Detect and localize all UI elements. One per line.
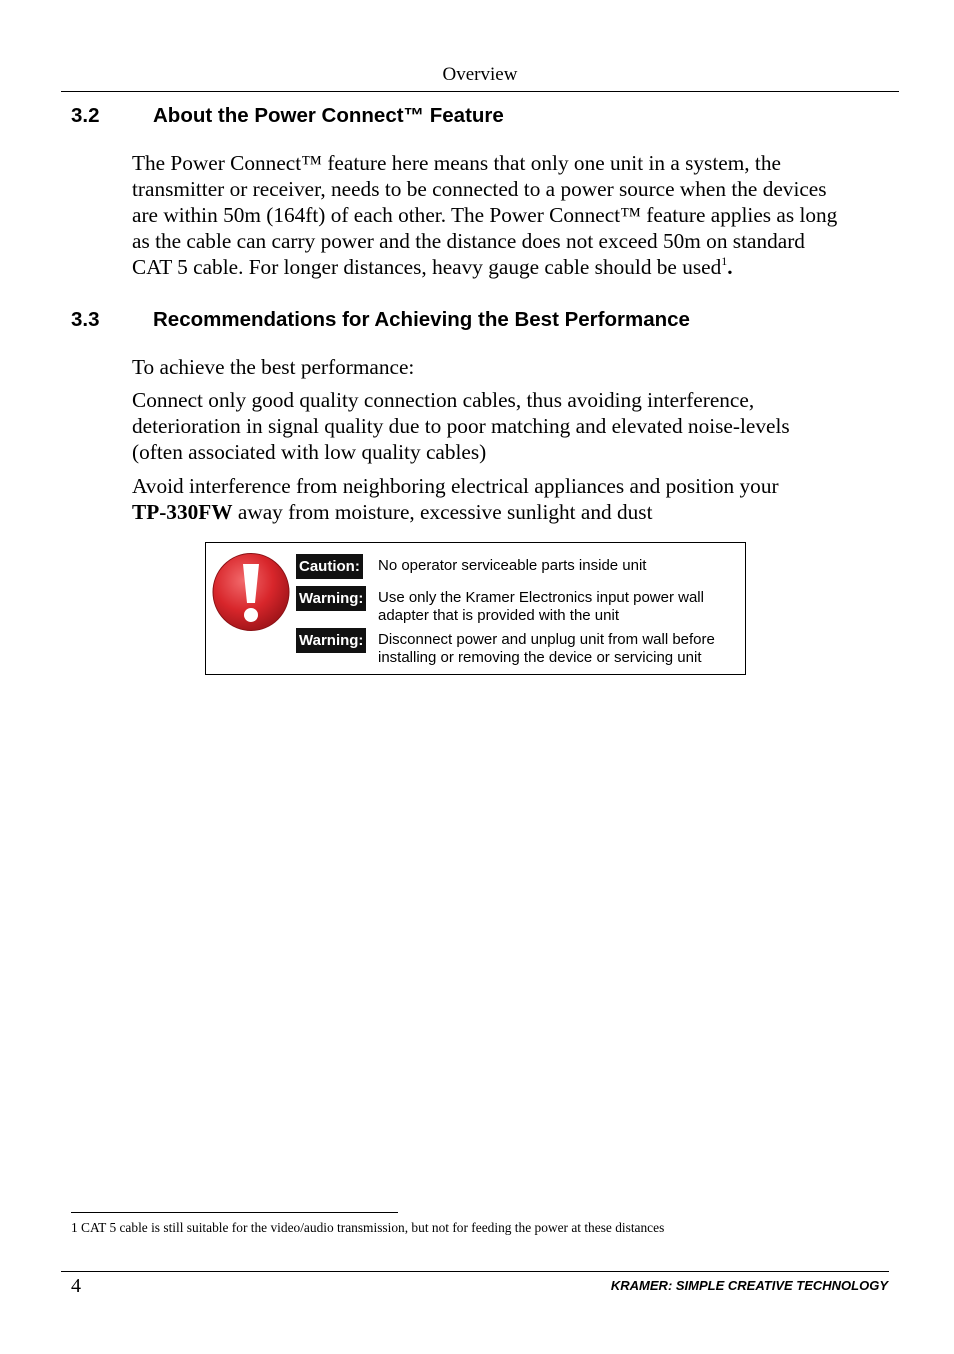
header-rule (61, 91, 899, 92)
warning-text (378, 589, 704, 625)
warning-label: Warning: (296, 586, 366, 611)
section-3-2-body (132, 150, 892, 280)
paragraph-line: as the cable can carry power and the distance does not exceed 50m on standard (132, 229, 805, 253)
section-number: 3.2 (71, 104, 100, 127)
exclamation-icon (212, 552, 290, 632)
warning-line: installing or removing the device or servicing unit (378, 649, 702, 666)
section-3-3-para1 (132, 387, 892, 465)
page-number: 4 (71, 1275, 81, 1297)
footnote-ref[interactable]: 1 (721, 254, 728, 268)
warning-line: No operator serviceable parts inside unit (378, 557, 647, 574)
warning-text (378, 631, 715, 667)
warning-label: Warning: (296, 628, 366, 653)
section-3-3-para2 (132, 473, 892, 525)
product-name: TP-330FW (132, 500, 233, 524)
paragraph-line (132, 499, 892, 525)
paragraph-line: deterioration in signal quality due to poor matching and elevated noise-levels (132, 414, 790, 438)
section-heading-3-3 (71, 308, 690, 332)
footer-rule (61, 1271, 889, 1272)
footer-brand: KRAMER: SIMPLE CREATIVE TECHNOLOGY (610, 1278, 888, 1293)
warning-line: Disconnect power and unplug unit from wall before (378, 631, 715, 648)
paragraph-line: transmitter or receiver, needs to be connected to a power source when the devices (132, 177, 827, 201)
section-number: 3.3 (71, 308, 100, 331)
warning-line: Use only the Kramer Electronics input power wall (378, 589, 704, 606)
footnote: 1 CAT 5 cable is still suitable for the video/audio transmission, but not for feeding the power at these distances (71, 1220, 665, 1235)
section-title: About the Power Connect™ Feature (153, 104, 504, 127)
running-header: Overview (442, 64, 518, 85)
paragraph-text: away from moisture, excessive sunlight and dust (232, 500, 653, 524)
paragraph-line-last (132, 254, 892, 280)
paragraph-line: are within 50m (164ft) of each other. The Power Connect™ feature applies as long (132, 203, 838, 227)
paragraph-line: The Power Connect™ feature here means that only one unit in a system, the (132, 151, 781, 175)
paragraph-line: Avoid interference from neighboring electrical appliances and position your (132, 474, 779, 498)
section-heading-3-2 (71, 104, 504, 128)
warning-line: adapter that is provided with the unit (378, 607, 619, 624)
caution-text (378, 557, 646, 575)
section-3-3-intro (132, 354, 892, 380)
warning-box (205, 542, 746, 675)
section-title: Recommendations for Achieving the Best Performance (153, 308, 690, 331)
footnote-separator (71, 1212, 398, 1213)
paragraph-line: (often associated with low quality cables) (132, 440, 487, 464)
end-mark: . (727, 255, 733, 279)
paragraph-line: CAT 5 cable. For longer distances, heavy gauge cable should be used (132, 255, 722, 279)
paragraph-line: To achieve the best performance: (132, 355, 415, 379)
caution-label: Caution: (296, 554, 363, 579)
paragraph-line: Connect only good quality connection cables, thus avoiding interference, (132, 388, 755, 412)
